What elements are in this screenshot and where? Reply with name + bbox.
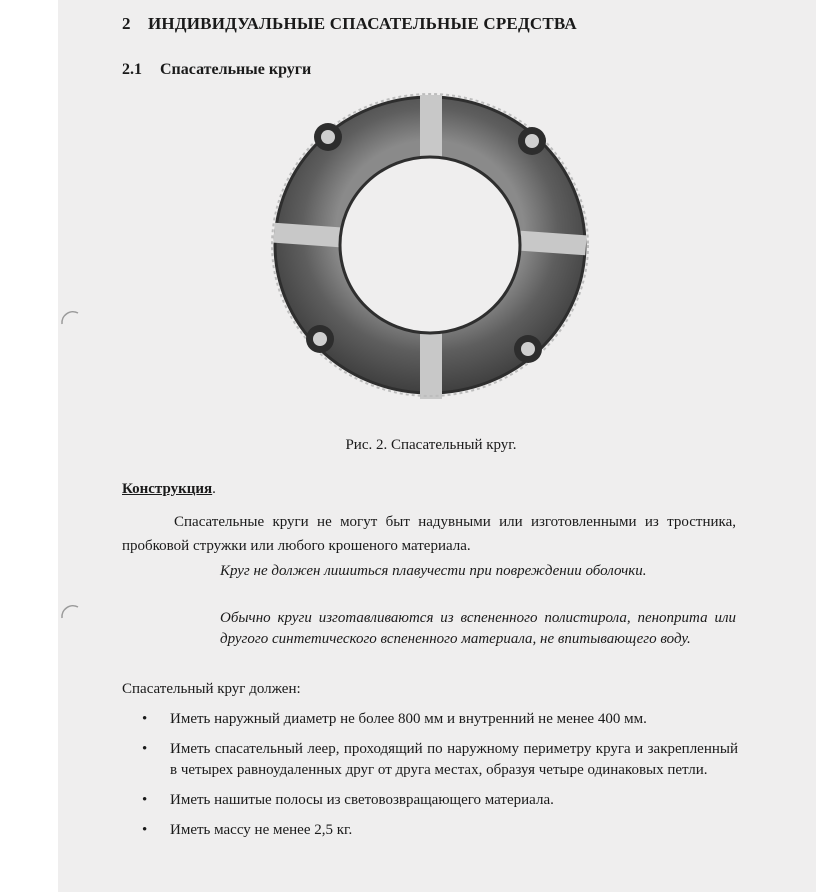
punch-hole-mark xyxy=(58,310,80,332)
lifebuoy-icon xyxy=(270,93,590,403)
requirements-list xyxy=(142,709,738,850)
section-heading xyxy=(122,14,577,34)
note-buoyancy: Круг не должен лишиться плавучести при повреждении оболочки. xyxy=(220,563,647,579)
list-item-text: Иметь спасательный леер, проходящий по наружному периметру круга и закрепленный в четырех равноудаленных друг от друга местах, образуя четыре одинаковых петли. xyxy=(170,741,738,778)
bullet-icon: • xyxy=(142,711,148,727)
note-material: Обычно круги изготавливаются из вспененного полистирола, пеноприта или другого синтетического вспененного материала, не впитывающего воду. xyxy=(220,610,736,647)
subsection-number: 2.1 xyxy=(122,61,142,78)
construction-heading xyxy=(122,481,216,498)
list-item-text: Иметь наружный диаметр не более 800 мм и внутренний не менее 400 мм. xyxy=(170,711,647,727)
punch-hole-mark xyxy=(58,604,80,626)
section-title: ИНДИВИДУАЛЬНЫЕ СПАСАТЕЛЬНЫЕ СРЕДСТВА xyxy=(148,14,577,33)
list-item xyxy=(142,790,738,811)
section-number: 2 xyxy=(122,14,131,33)
list-item-text: Иметь нашитые полосы из световозвращающего материала. xyxy=(170,792,554,808)
bullet-icon: • xyxy=(142,822,148,838)
list-item xyxy=(142,709,738,730)
bullet-icon: • xyxy=(142,792,148,808)
figure-caption: Рис. 2. Спасательный круг. xyxy=(345,437,517,453)
subsection-title: Спасательные круги xyxy=(160,61,312,78)
list-item xyxy=(142,820,738,841)
bullet-icon: • xyxy=(142,741,148,757)
requirements-lead: Спасательный круг должен: xyxy=(122,681,301,697)
list-item xyxy=(142,739,738,781)
construction-paragraph: Спасательные круги не могут быт надувными или изготовленными из тростника, пробковой стружки или любого крошеного материала. xyxy=(122,514,736,554)
construction-heading-text: Конструкция xyxy=(122,481,213,497)
list-item-text: Иметь массу не менее 2,5 кг. xyxy=(170,822,353,838)
construction-heading-punct: . xyxy=(212,481,216,497)
subsection-heading xyxy=(122,61,311,79)
